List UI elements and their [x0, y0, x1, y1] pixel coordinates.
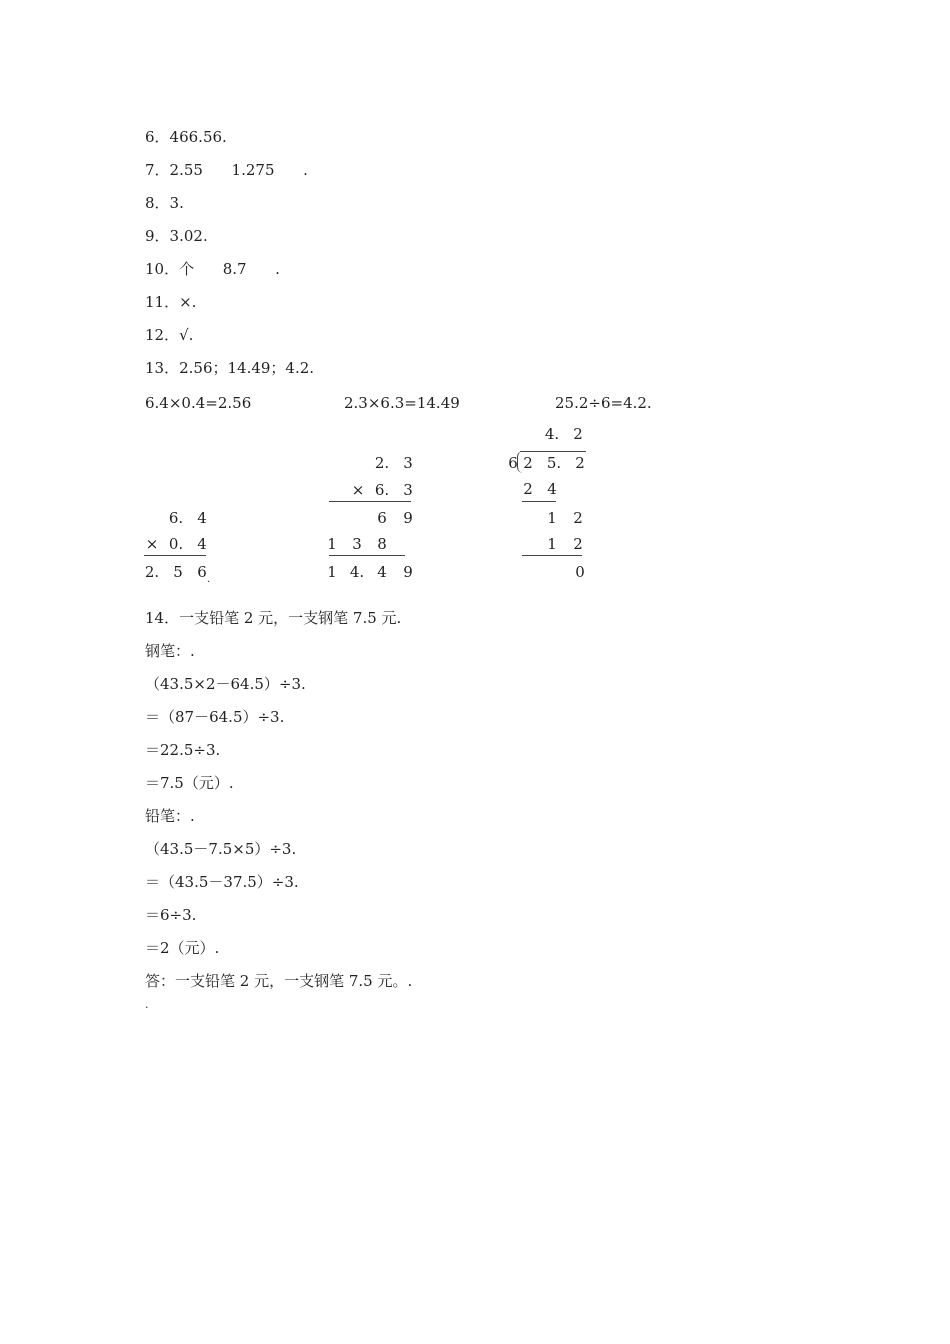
calc2-result-digit: 1 [327, 563, 337, 581]
answer-8: 8．3. [145, 194, 184, 212]
answer-13: 13．2.56；14.49；4.2. [145, 359, 315, 377]
problem-14-line: 14．一支铅笔 2 元，一支钢笔 7.5 元. [145, 609, 402, 627]
calc2-top-digit: 3 [403, 454, 413, 472]
division-bracket-top [520, 451, 586, 452]
problem-14-line: （43.5×2－64.5）÷3. [145, 675, 306, 693]
calc2-partial-digit: 8 [377, 535, 387, 553]
calc2-result-digit: 9 [403, 563, 413, 581]
trailing-mark: . [145, 998, 149, 1011]
problem-14-line: ＝（87－64.5）÷3. [145, 708, 285, 726]
calc2-partial-digit: 1 [327, 535, 337, 553]
calc1-result-digit: 5 [173, 563, 183, 581]
equation-2: 2.3×6.3=14.49 [344, 394, 460, 412]
calc1-tail: . [207, 574, 211, 585]
division-dividend-digit: 5. [546, 454, 562, 472]
calc2-partial-digit: 9 [403, 509, 413, 527]
calc2-bottom-digit: 6. [374, 481, 390, 499]
problem-14-line: ＝7.5（元）. [145, 774, 234, 792]
problem-14-line: （43.5－7.5×5）÷3. [145, 840, 297, 858]
problem-14-line: ＝22.5÷3. [145, 741, 221, 759]
calc2-rule-2 [329, 555, 405, 556]
division-dividend-digit: 2 [523, 454, 533, 472]
problem-14-line: ＝2（元）. [145, 939, 220, 957]
division-step-digit: 2 [573, 509, 583, 527]
calc2-bottom-digit: 3 [403, 481, 413, 499]
answer-10: 10．个 8.7 . [145, 260, 280, 278]
calc1-bottom-digit: 4 [197, 535, 207, 553]
calc2-result-digit: 4. [349, 563, 365, 581]
division-quotient-digit: 4. [544, 425, 560, 443]
answer-6: 6．466.56. [145, 128, 227, 146]
division-dividend-digit: 2 [575, 454, 585, 472]
calc1-rule [144, 555, 206, 556]
calc1-result-digit: 2. [144, 563, 160, 581]
answer-9: 9．3.02. [145, 227, 208, 245]
equation-1: 6.4×0.4=2.56 [145, 394, 252, 412]
division-remainder: 0 [575, 563, 585, 581]
division-step-digit: 4 [547, 480, 557, 498]
equation-3: 25.2÷6=4.2. [555, 394, 652, 412]
division-step-digit: 2 [573, 535, 583, 553]
division-rule-1 [522, 501, 556, 502]
answer-12: 12．√. [145, 326, 194, 344]
calc2-rule-1 [329, 501, 411, 502]
division-step-digit: 1 [547, 509, 557, 527]
calc2-operator: × [351, 481, 365, 499]
division-step-digit: 2 [523, 480, 533, 498]
calc1-bottom-digit: 0. [168, 535, 184, 553]
calc2-partial-digit: 6 [377, 509, 387, 527]
division-quotient-digit: 2 [573, 425, 583, 443]
calc1-operator: × [145, 535, 159, 553]
division-rule-2 [522, 555, 582, 556]
calc2-result-digit: 4 [377, 563, 387, 581]
calc2-top-digit: 2. [374, 454, 390, 472]
answer-11: 11．×. [145, 293, 197, 311]
problem-14-line: ＝（43.5－37.5）÷3. [145, 873, 299, 891]
problem-14-line: ＝6÷3. [145, 906, 197, 924]
problem-14-line: 铅笔：. [145, 807, 195, 825]
calc1-top-digit: 4 [197, 509, 207, 527]
problem-14-line: 钢笔：. [145, 642, 195, 660]
problem-14-answer: 答：一支铅笔 2 元，一支钢笔 7.5 元。. [145, 972, 413, 990]
calc1-result-digit: 6 [197, 563, 207, 581]
division-step-digit: 1 [547, 535, 557, 553]
division-divisor: 6 [508, 454, 518, 472]
calc1-top-digit: 6. [168, 509, 184, 527]
answer-7: 7．2.55 1.275 . [145, 161, 308, 179]
calc2-partial-digit: 3 [352, 535, 362, 553]
